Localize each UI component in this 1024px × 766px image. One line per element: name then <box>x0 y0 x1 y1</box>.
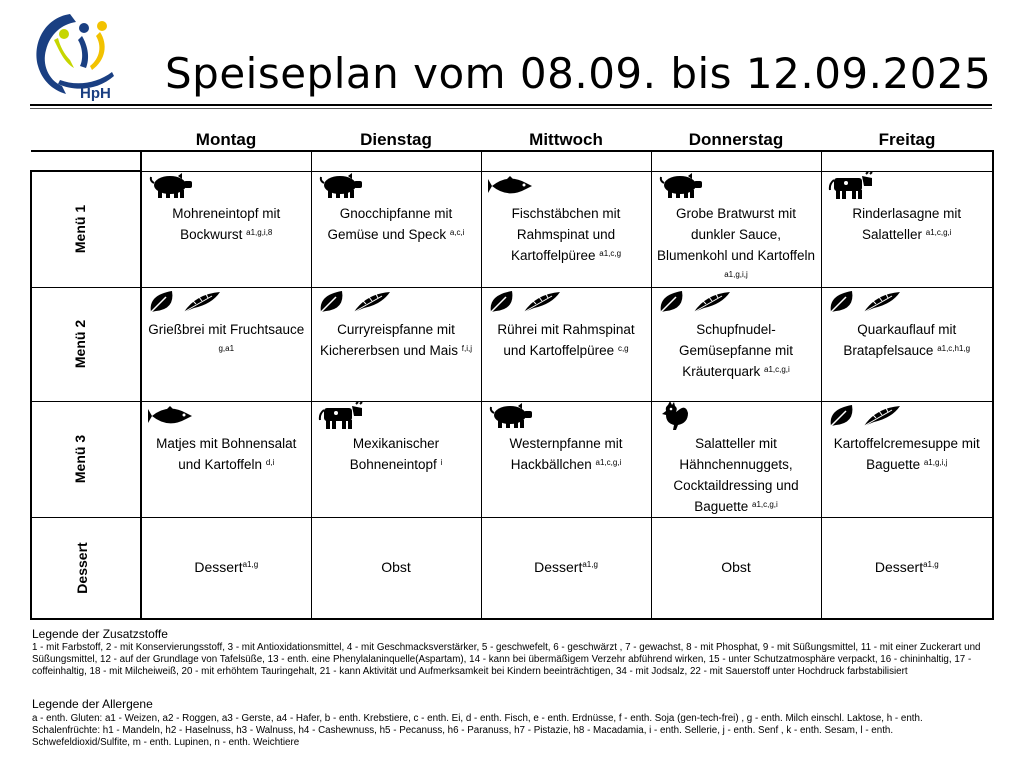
food-icons <box>652 172 821 203</box>
dish-name: Matjes mit Bohnensalat und Kartoffeln $^{d,i}$ <box>156 435 297 472</box>
dessert-name: Obst <box>721 558 751 575</box>
dish-name: Gnocchipfanne mit Gemüse und Speck $^{a,c,i}$ <box>327 205 465 242</box>
menu-cell-freitag-1 <box>821 171 993 287</box>
menu-cell-freitag-3 <box>821 401 993 517</box>
food-icons <box>822 288 993 319</box>
dish-name: Quarkauflauf mit Bratapfelsauce $^{a1,c,h1,g}$ <box>843 321 971 358</box>
dish-name: Grobe Bratwurst mit dunkler Sauce, Blumenkohl und Kartoffeln $^{a1,g,i,j}$ <box>656 205 816 279</box>
feather-icon <box>862 404 902 433</box>
menu-cell-donnerstag-3 <box>651 401 821 517</box>
allergen-codes: g,a1 <box>218 343 235 353</box>
allergen-codes: f,i,j <box>461 343 473 353</box>
allergen-codes: a1,c,g,i <box>752 499 778 509</box>
dish-name: Kartoffelcremesuppe mit Baguette $^{a1,g,i,j}$ <box>833 435 980 472</box>
allergen-codes: d,i <box>265 457 275 467</box>
allergen-codes: a1,c,g,i <box>925 227 952 237</box>
food-icons <box>482 288 651 319</box>
food-icons <box>482 402 651 433</box>
food-icons <box>822 172 993 203</box>
row-label-cell <box>31 171 141 287</box>
dish-name: Curryreispfanne mit Kichererbsen und Mais $^{f,i,j}$ <box>319 321 473 358</box>
food-icons <box>142 288 311 319</box>
dessert-cell-dienstag <box>311 517 481 619</box>
menu-row-2 <box>31 287 993 401</box>
page-title: Speiseplan vom 08.09. bis 12.09.2025 <box>165 49 992 98</box>
dish-name: Mexikanischer Bohneneintopf $^i$ <box>349 435 443 472</box>
dish-name: Rinderlasagne mit Salatteller $^{a1,c,g,i}$ <box>852 205 962 242</box>
row-label: Menü 3 <box>72 434 88 484</box>
dessert-name: Dessert$^{a1,g}$ <box>194 558 259 575</box>
menu-cell-donnerstag-2 <box>651 287 821 401</box>
spacer-row <box>31 151 993 171</box>
row-label-cell <box>31 287 141 401</box>
row-label: Dessert <box>74 541 90 594</box>
legend-allergen-text: a - enth. Gluten: a1 - Weizen, a2 - Roggen, a3 - Gerste, a4 - Hafer, b - enth. Krebstiere, c - enth. Ei, d - enth. Fisch, e - enth. Erdnüsse, f - enth. Soja (gen-tech-frei) , g - enth. Milch einschl. Laktose, h - enth. Schalenfrüchte: h1 - Mandeln, h2 - Haselnuss, h3 - Walnuss, h4 - Cashewnuss, h5 - Pecanuss, h6 - Paranuss, h7 - Pistazie, h8 - Macadamia, i - enth. Sellerie, j - enth. Senf , k - enth. Sesam, l - enth. Schwefeldioxid/Sulfite, m - enth. Lupinen, n - enth. Weichtiere <box>32 713 923 748</box>
leaf-icon <box>828 289 856 320</box>
menu-table <box>30 124 994 620</box>
dessert-name: Dessert$^{a1,g}$ <box>534 558 598 575</box>
dish-name: Salatteller mit Hähnchennuggets, Cocktaildressing und Baguette $^{a1,c,g,i}$ <box>673 435 799 514</box>
pig-icon <box>488 403 534 434</box>
allergen-codes: a1,g,i,j <box>724 269 748 279</box>
legend-zusatz-text: 1 - mit Farbstoff, 2 - mit Konservierungsstoff, 3 - mit Antioxidationsmittel, 4 - mit Geschmacksverstärker, 5 - geschwefelt, 6 - geschwärzt , 7 - gewachst, 8 - mit Phosphat, 9 - mit Süßungsmittel, 11 - mit einer Zuckerart und Süßungsmittel, 12 - auf der Grundlage von Tafelsüße, 13 - enth. eine Phenylalaninquelle(Aspartam), 14 - kann bei übermäßigem Verzehr abführend wirken, 15 - unter Schutzatmosphäre verpackt, 16 - chininhaltig, 17 - coffeinhaltig, 18 - mit Milcheiweiß, 20 - mit erhöhtem Tauringehalt, 21 - kann Aktivität und Aufmerksamkeit bei Kindern beeinträchtigen, 34 - mit Jodsalz, 22 - mit Sauerstoff unter Hochdruck farbstabilisiert <box>32 642 981 677</box>
dessert-cell-donnerstag <box>651 517 821 619</box>
menu-cell-donnerstag-1 <box>651 171 821 287</box>
row-label: Menü 2 <box>72 319 88 369</box>
feather-icon <box>352 290 392 319</box>
dessert-name: Obst <box>381 558 411 575</box>
food-icons <box>482 172 651 203</box>
row-label-cell <box>31 401 141 517</box>
row-label: Menü 1 <box>72 205 88 254</box>
rooster-icon <box>658 401 690 436</box>
food-icons <box>312 288 481 319</box>
menu-cell-mittwoch-3 <box>481 401 651 517</box>
dish-name: Fischstäbchen mit Rahmspinat und Kartoffelpüree $^{a1,c,g}$ <box>510 205 622 263</box>
menu-row-1 <box>31 171 993 287</box>
day-header-mittwoch: Mittwoch <box>481 124 651 151</box>
pig-icon <box>148 173 194 204</box>
menu-cell-dienstag-3 <box>311 401 481 517</box>
menu-cell-montag-2 <box>141 287 311 401</box>
allergen-codes: a1,g,i,8 <box>246 227 273 237</box>
allergen-codes: c,g <box>617 343 629 353</box>
menu-cell-montag-1 <box>141 171 311 287</box>
day-header-donnerstag: Donnerstag <box>651 124 821 151</box>
pig-icon <box>658 173 704 204</box>
food-icons <box>312 402 481 433</box>
food-icons <box>822 402 993 433</box>
dessert-name: Dessert$^{a1,g}$ <box>874 558 939 575</box>
leaf-icon <box>658 289 686 320</box>
leaf-icon <box>148 289 176 320</box>
food-icons <box>652 288 821 319</box>
allergen-codes: a1,c,g,i <box>764 364 790 374</box>
fish-icon <box>148 405 194 432</box>
day-header-dienstag: Dienstag <box>311 124 481 151</box>
allergen-codes: a1,g,i,j <box>923 457 948 467</box>
leaf-icon <box>488 289 516 320</box>
fish-icon <box>488 175 534 202</box>
feather-icon <box>522 290 562 319</box>
day-header-freitag: Freitag <box>821 124 993 151</box>
allergen-codes: a1,c,h1,g <box>937 343 971 353</box>
dish-name: Schupfnudel-Gemüsepfanne mit Kräuterquark $^{a1,c,g,i}$ <box>678 321 794 379</box>
dish-name: Mohreneintopf mit Bockwurst $^{a1,g,i,8}$ <box>172 205 281 242</box>
feather-icon <box>182 290 222 319</box>
menu-row-3 <box>31 401 993 517</box>
dessert-row <box>31 517 993 619</box>
allergen-codes: a,c,i <box>449 227 465 237</box>
food-icons <box>142 402 311 433</box>
leaf-icon <box>318 289 346 320</box>
day-header-montag: Montag <box>141 124 311 151</box>
allergen-codes: a1,c,g,i <box>595 457 622 467</box>
hph-logo <box>30 10 130 102</box>
cow-icon <box>828 172 874 205</box>
menu-cell-montag-3 <box>141 401 311 517</box>
pig-icon <box>318 173 364 204</box>
row-label-cell <box>31 517 141 619</box>
menu-cell-dienstag-2 <box>311 287 481 401</box>
title-divider <box>30 104 992 106</box>
table-corner <box>31 124 141 151</box>
food-icons <box>312 172 481 203</box>
dish-name: Grießbrei mit Fruchtsauce $^{g,a1}$ <box>148 321 305 353</box>
title-divider-thin <box>30 108 992 109</box>
menu-cell-dienstag-1 <box>311 171 481 287</box>
menu-cell-mittwoch-2 <box>481 287 651 401</box>
allergen-codes: a1,c,g <box>599 248 622 258</box>
cow-icon <box>318 402 364 435</box>
allergen-codes: a1,g <box>242 559 259 569</box>
dessert-cell-freitag <box>821 517 993 619</box>
allergen-codes: a1,g <box>923 559 939 569</box>
feather-icon <box>862 290 902 319</box>
food-icons <box>652 402 821 433</box>
allergen-codes: i <box>440 457 443 467</box>
dessert-cell-montag <box>141 517 311 619</box>
feather-icon <box>692 290 732 319</box>
allergen-codes: a1,g <box>582 559 598 569</box>
legend-allergen-title: Legende der Allergene <box>32 697 153 711</box>
logo-text: HpH <box>80 85 111 102</box>
legend-zusatz-title: Legende der Zusatzstoffe <box>32 627 168 641</box>
dish-name: Rührei mit Rahmspinat und Kartoffelpüree $^{c,g}$ <box>497 321 635 358</box>
menu-cell-mittwoch-1 <box>481 171 651 287</box>
dessert-cell-mittwoch <box>481 517 651 619</box>
leaf-icon <box>828 403 856 434</box>
dish-name: Westernpfanne mit Hackbällchen $^{a1,c,g,i}$ <box>509 435 623 472</box>
food-icons <box>142 172 311 203</box>
menu-cell-freitag-2 <box>821 287 993 401</box>
